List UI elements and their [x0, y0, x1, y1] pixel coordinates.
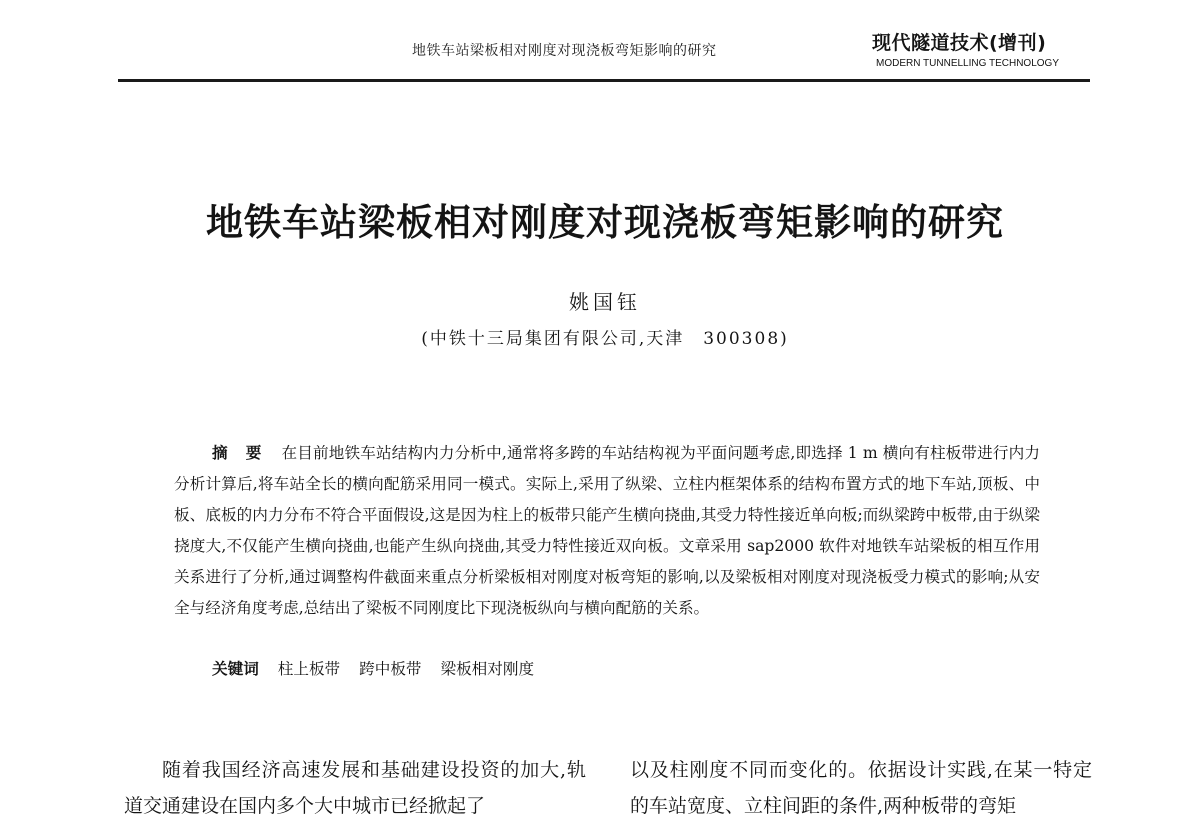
body-column-right: 以及柱刚度不同而变化的。依据设计实践,在某一特定的车站宽度、立柱间距的条件,两种板带的弯矩 [630, 759, 1092, 817]
keywords-label: 关键词 [212, 660, 259, 678]
abstract [174, 438, 1040, 624]
running-title: 地铁车站梁板相对刚度对现浇板弯矩影响的研究 [412, 43, 717, 59]
keywords [212, 657, 1032, 679]
keyword-item: 跨中板带 [359, 660, 422, 678]
abstract-label: 摘要 [212, 444, 280, 462]
body-column-left: 随着我国经济高速发展和基础建设投资的加大,轨道交通建设在国内多个大中城市已经掀起了 [124, 759, 586, 817]
journal-name: 现代隧道技术(增刊) [872, 32, 1047, 54]
author-affiliation: (中铁十三局集团有限公司,天津 300308) [421, 329, 789, 349]
running-header [0, 0, 1200, 90]
author-name: 姚国钰 [569, 290, 641, 314]
abstract-text: 在目前地铁车站结构内力分析中,通常将多跨的车站结构视为平面问题考虑,即选择 1 m 横向有柱板带进行内力分析计算后,将车站全长的横向配筋采用同一模式。实际上,采用了纵梁、立柱内框架体系的结构布置方式的地下车站,顶板、中板、底板的内力分布不符合平面假设,这是因为柱上的板带只能产生横向挠曲,其受力特性接近单向板;而纵梁跨中板带,由于纵梁挠度大,不仅能产生横向挠曲,也能产生纵向挠曲,其受力特性接近双向板。文章采用 sap2000 软件对地铁车站梁板的相互作用关系进行了分析,通过调整构件截面来重点分析梁板相对刚度对板弯矩的影响,以及梁板相对刚度对现浇板受力模式的影响;从安全与经济角度考虑,总结出了梁板不同刚度比下现浇板纵向与横向配筋的关系。 [174, 444, 1040, 617]
keyword-item: 柱上板带 [277, 660, 341, 678]
paper-title: 地铁车站梁板相对刚度对现浇板弯矩影响的研究 [206, 201, 1004, 244]
journal-name-english: MODERN TUNNELLING TECHNOLOGY [876, 58, 1059, 69]
keyword-item: 梁板相对刚度 [440, 660, 535, 678]
header-rule [118, 79, 1090, 82]
